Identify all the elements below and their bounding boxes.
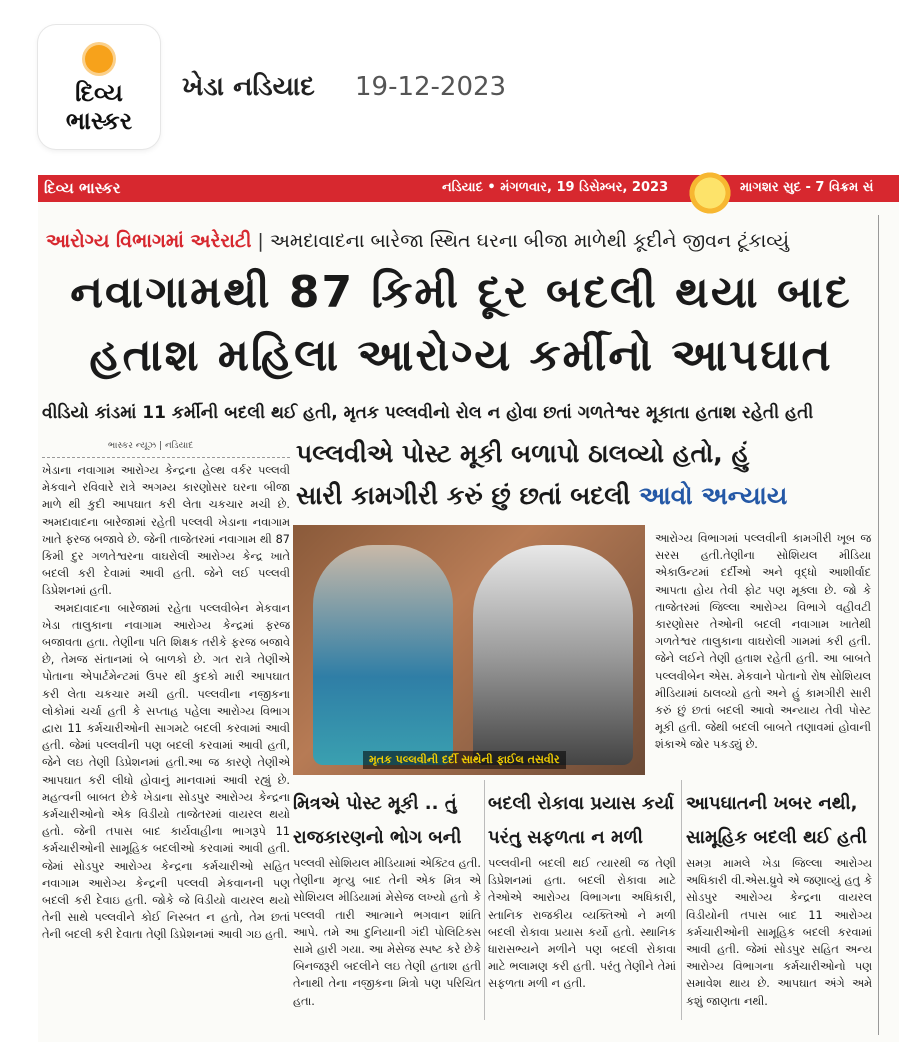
box3-heading (686, 787, 867, 855)
photo-pallavi (473, 545, 633, 765)
subheadline-line-2: સારી કામગીરી કરું છું છતાં બદલી (296, 481, 639, 510)
box2-text: પલ્લવીની બદલી થઈ ત્યારથી જ તેણી ડિપ્રેશનમાં હતા. બદલી રોકાવા માટે તેઓએ આરોગ્ય વિભાગના અધિકારી, સ્તાનિક રાજકીય વ્યક્તિઓ ને મળી બદલી રોકાવા પ્રયાસ કર્યો હતો. સ્થાનિક ધારાસભ્યને મળીને પણ બદલી રોકાવા માટે ભલામણ કરી હતી. પરંતુ તેણીને તેમાં સફળતા મળી ન હતી. (488, 857, 676, 991)
app-logo[interactable] (38, 25, 160, 149)
column-divider (681, 780, 682, 1020)
body-column-1 (42, 462, 290, 944)
divider (42, 457, 290, 458)
photo-elderly-woman (313, 545, 453, 765)
post-title: ખેડા નડિયાદ (182, 72, 315, 102)
sun-icon (686, 169, 734, 217)
article-photo (293, 525, 645, 775)
box3-text: સમગ્ર મામલે ખેડા જિલ્લા આરોગ્ય અધિકારી વી.એસ.ધ્રુવે એ જણાવ્યું હતુ કે સોડપુર આરોગ્ય કેન્દ્રના વાયરલ વિડીયોની તપાસ બાદ 11 આરોગ્ય કર્મચારીઓની સામૂહિક બદલી કરવામાં આવી હતી. જેમાં સોડપુર સહિત અન્ય આરોગ્ય વિભાગના કર્મચારીઓનો પણ સમાવેશ થાય છે. આપઘાત અંગે અમે કશું જાણતા નથી. (686, 857, 872, 1008)
headline-line-2: હતાશ મહિલા આરોગ્ય કર્મીનો આપઘાત (89, 330, 833, 381)
heading-line: બદલી રોકાવા પ્રયાસ કર્યા (488, 793, 674, 814)
column-divider (878, 215, 879, 1035)
kicker-text: અમદાવાદના બારેજા સ્થિત ઘરના બીજા માળેથી કૂદીને જીવન ટૂંકાવ્યું (269, 230, 790, 252)
masthead-calendar: માગશર સુદ - 7 વિક્રમ સં (740, 180, 874, 195)
sun-icon (85, 45, 113, 73)
masthead-dateline: નડિયાદ • મંગળવાર, 19 ડિસેમ્બર, 2023 (442, 180, 669, 195)
box2-heading (488, 787, 674, 855)
subheadline-highlight: આવો અન્યાય (639, 481, 788, 510)
masthead-brand: દિવ્ય ભાસ્કર (44, 179, 121, 197)
heading-line: પરંતુ સફળતા ન મળી (488, 827, 643, 848)
photo-caption: મૃતક પલ્લવીની દર્દી સાથેની ફાઈલ તસવીર (363, 751, 566, 769)
newspaper-clipping (38, 175, 899, 1042)
kicker: આરોગ્ય વિભાગમાં અરેરાટી | અમદાવાદના બારેજા સ્થિત ઘરના બીજા માળેથી કૂદીને જીવન ટૂંકાવ્યું (46, 230, 790, 252)
heading-line: આપઘાતની ખબર નથી, (686, 793, 858, 814)
byline: ભાસ્કર ન્યૂઝ | નડિયાદ (108, 441, 194, 451)
box1-text: પલ્લવી સોશિયલ મીડિયામાં એક્ટિવ હતી. તેણીના મૃત્યુ બાદ તેની એક મિત્ર એ સોશિયલ મીડિયામાં મેસેજ લખ્યો હતો કે પલ્લવી તારી આત્માને ભગવાન શાંતિ આપે. તમે આ દુનિયાની ગંદી પોલિટિક્સ સામે હારી ગયા. આ મેસેજ સ્પષ્ટ કરે છેકે બિનજરૂરી બદલીને લઇ તેણી હતાશ હતી તેનાથી તેના નજીકના મિત્રો પણ પરિચિત હતા. (293, 857, 481, 1008)
logo-text: દિવ્ય ભાસ્કર (65, 79, 133, 135)
subheadline (296, 433, 876, 517)
subheadline-line-1: પલ્લવીએ પોસ્ટ મૂકી બળાપો ઠાલવ્યો હતો, હું (296, 439, 750, 468)
heading-line: સામૂહિક બદલી થઈ હતી (686, 827, 867, 848)
deck: વીડિયો કાંડમાં 11 કર્મીની બદલી થઈ હતી, મૃતક પલ્લવીનો રોલ ન હોવા છતાં ગળતેશ્વર મૂકાતા હતાશ રહેતી હતી (42, 403, 814, 423)
heading-line: મિત્રએ પોસ્ટ મૂકી .. તું (293, 793, 457, 814)
heading-line: રાજકારણનો ભોગ બની (293, 827, 462, 848)
masthead-banner (38, 175, 899, 202)
box1-heading (293, 787, 461, 855)
paragraph: અમદાવાદના બારેજામાં રહેતા પલ્લવીબેન મેકવાન ખેડા તાલુકાના નવાગામ આરોગ્ય કેન્દ્રમાં ફરજ બજાવતા હતા. તેણીના પતિ શિક્ષક તરીકે ફરજ બજાવે છે, તેમજ સંતાનમાં બે બાળકો છે. ગત રાત્રે તેણીએ પોતાના એપાર્ટમેન્ટમાં ઉપર થી કુદકો મારી આપઘાત કરી લેતા ચકચાર મચી હતી. પલ્લવીના નજીકના લોકોમાં ચર્ચા હતી કે સપ્તાહ પહેલા આરોગ્ય વિભાગ દ્વારા 11 કર્મચારીઓની સાગમટે બદલી કરવામાં આવી હતી. જેમાં પલ્લવીની પણ બદલી કરવામાં આવી હતી, જેને લઇ તેણી ડિપ્રેશનમાં હતી.આ જ કારણે તેણીએ આપઘાત કરી લીધો હોવાનું માનવામાં આવી રહ્યું છે. મહત્વની બાબત છેકે ખેડાના સોડપુર આરોગ્ય કેન્દ્રના કર્મચારીઓનો એક વિડીયો તાજેતરમાં વાયરલ થયો હતો. જેની તપાસ બાદ કાર્યવાહીના ભાગરૂપે 11 કર્મચારીઓની સામૂહિક બદલીઓ કરવામાં આવી હતી. જેમાં સોડપુર આરોગ્ય કેન્દ્રના કર્મચારીઓ સહિત નવાગામ આરોગ્ય કેન્દ્રની પલ્લવી મેકવાનની પણ બદલી કરી દેવાઇ હતી. જોકે જે વિડીયો વાયરલ થયો તેની સાથે પલ્લવીને કોઈ નિસ્બત ન હતો, તેમ છતાં તેની બદલી કરી દેવાતા તેણી ડિપ્રેશનમાં આવી ગઇ હતી. (42, 601, 290, 942)
body-column-3: આરોગ્ય વિભાગમાં પલ્લવીની કામગીરી ખૂબ જ સરસ હતી.તેણીના સોશિયલ મીડિયા એકાઉન્ટમાં દર્દીઓ અને વૃદ્ધો આશીર્વાદ આપતા હોય તેવી ફોટ પણ મૂક્લા છે. જો કે તાજેતરમાં જિલ્લા આરોગ્ય વિભાગે વહીવટી કારણોસર તેઓની બદલી નવાગામ ખાતેથી ગળતેશ્વર તાલુકાના વાઘરોલી ગામમાં કરી હતી. જેને લઈને તેણી હતાશ રહેતી હતી. આ બાબતે પલ્લવીબેન એસ. મેકવાને પોતાનો રોષ સોશિયલ મીડિયામાં ઠાલવ્યો હતો અને હું કામગીરી સારી કરું છું છતાં બદલી આવો અન્યાય તેવી પોસ્ટ મૂકી હતી. જેથી બદલી બાબતે તણાવમાં હોવાની શંકાએ જોર પકડ્યું છે. (655, 532, 871, 752)
headline-line-1: નવાગામથી 87 કિમી દૂર બદલી થયા બાદ (70, 267, 852, 318)
kicker-label: આરોગ્ય વિભાગમાં અરેરાટી (46, 230, 252, 252)
column-divider (484, 780, 485, 1020)
post-date: 19-12-2023 (355, 72, 507, 102)
paragraph: ખેડાના નવાગામ આરોગ્ય કેન્દ્રના હેલ્થ વર્કર પલ્લવી મેકવાને રવિવારે રાત્રે અગમ્ય કારણોસર ઘરના બીજા માળે થી કુદી આપઘાત કરી લેતા ચકચાર મચી છે. અમદાવાદના બારેજામાં રહેતી પલ્લવી ખેડાના નવાગામ ખાતે ફરજ બજાવે છે. જેની તાજેતરમાં નવાગામ થી 87 કિમી દુર ગળતેશ્વરના વાઘરોલી આરોગ્ય કેન્દ્ર ખાતે બદલી કરી દેવામાં આવી હતી. જેને લઈ પલ્લવી ડિપ્રેશનમાં હતી. (42, 464, 290, 598)
